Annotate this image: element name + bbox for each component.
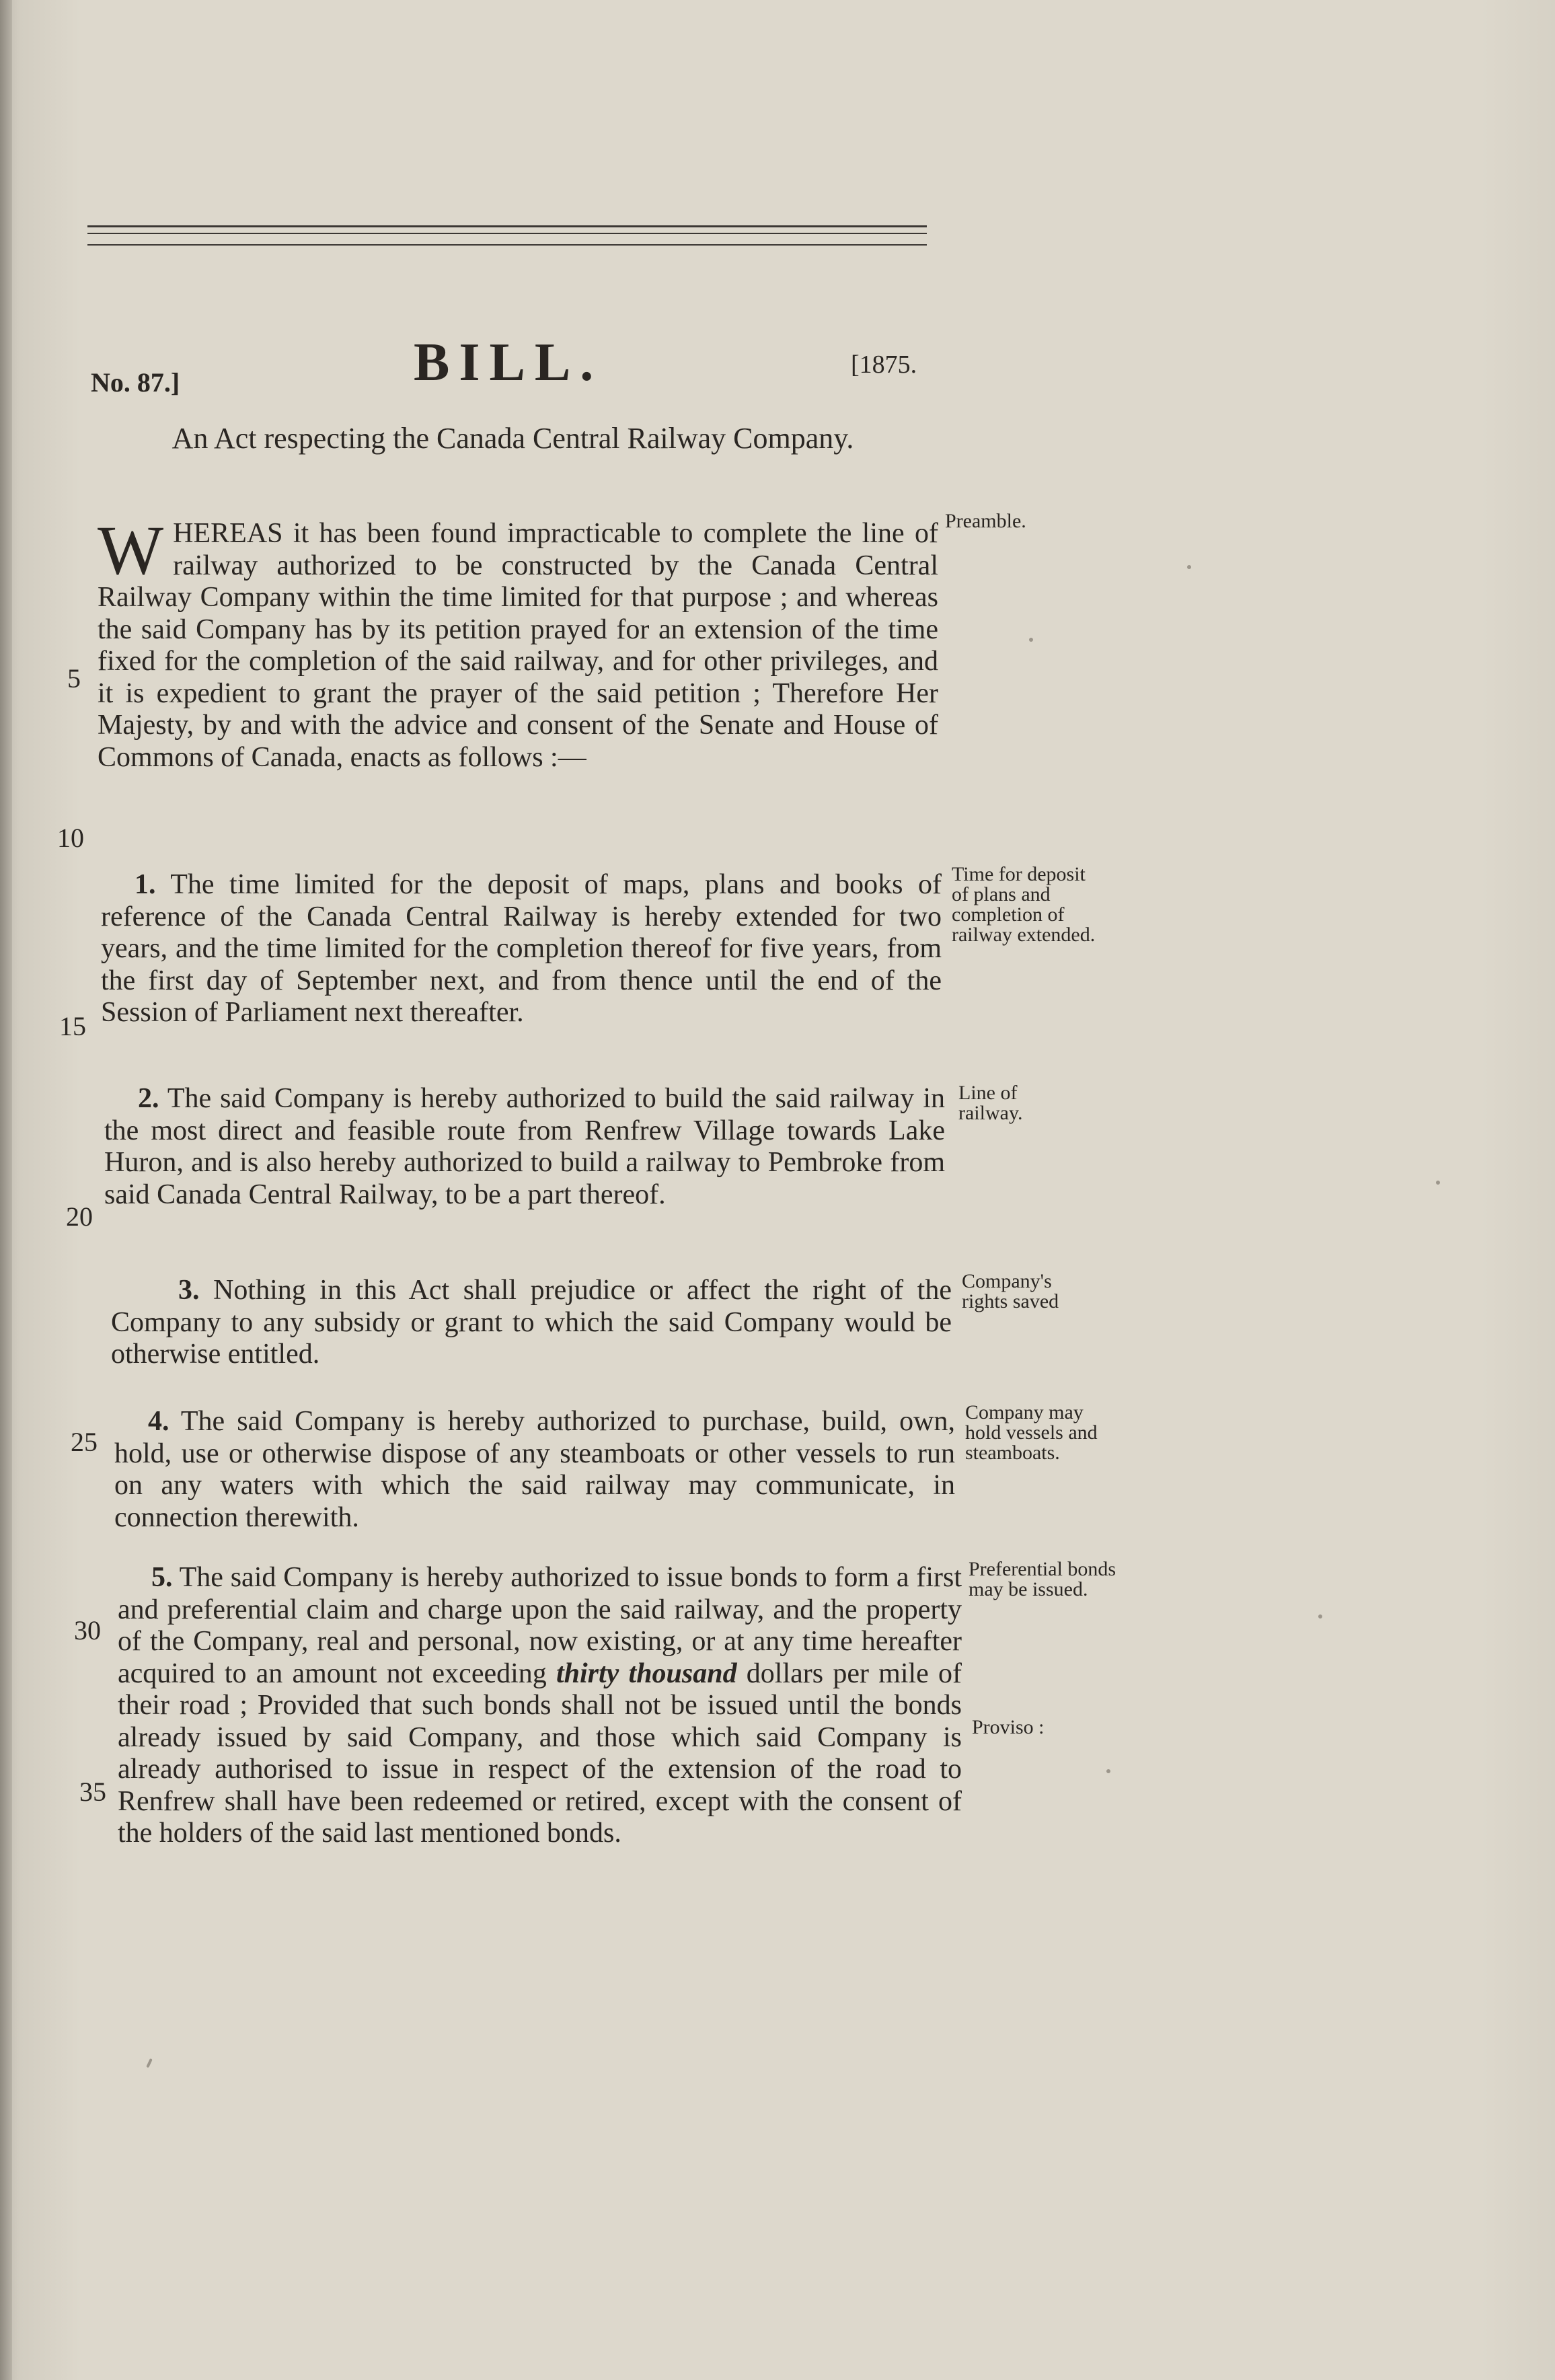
paper-speck <box>1436 1181 1440 1185</box>
line-number: 30 <box>74 1615 101 1645</box>
section-text: The time limited for the deposit of maps, plans and books of reference of the Canada Central Railway is hereby extended for two years, and the time limited for the completion thereof for five years, from the first day of September next, and from thence until the end of the Session of Parliament next thereafter. <box>101 869 942 1028</box>
preamble-paragraph <box>98 512 938 774</box>
paper-speck <box>1106 1769 1110 1773</box>
paper-speck <box>1187 565 1191 569</box>
section-text: The said Company is hereby authorized to issue bonds to form a first and preferential claim and charge upon the said railway, and the property of the Company, real and personal, now existing, or at any time hereafter acquired to an amount not exceeding <box>118 1562 962 1689</box>
line-number: 5 <box>67 663 81 694</box>
section-number: 2. <box>138 1083 159 1114</box>
paper-speck <box>146 2058 153 2068</box>
drop-cap: W <box>98 512 164 589</box>
line-number: 25 <box>71 1427 98 1457</box>
section-2-paragraph <box>104 1083 945 1211</box>
section-number: 3. <box>178 1275 200 1306</box>
margin-note-section-3: Company's rights saved <box>962 1270 1059 1312</box>
preamble-text: HEREAS it has been found impracticable to complete the line of railway authorized to be constructed by the Canada Central Railway Company within the time limited for that purpose ; and whereas the said Company has by its petition prayed for an extension of the time fixed for the completion of the said railway, and for other privileges, and it is expedient to grant the prayer of the said petition ; Therefore Her Majesty, by and with the advice and consent of the Senate and House of Commons of Canada, enacts as follows :— <box>98 518 938 773</box>
bill-year: [1875. <box>851 350 917 379</box>
section-1-paragraph <box>101 869 942 1029</box>
margin-note-section-1: Time for deposit of plans and completion of railway extended. <box>952 863 1096 946</box>
section-number: 5. <box>151 1562 173 1593</box>
line-number: 20 <box>66 1201 93 1232</box>
section-text: dollars per mile of their road ; Provided that such bonds shall not be issued until the bonds already issued by said Company, and those which said Company is already authorised to issue in respect of the extension of the road to Renfrew shall have been redeemed or retired, except with the consent of the holders of the said last mentioned bonds. <box>118 1658 962 1849</box>
line-number: 35 <box>79 1777 106 1807</box>
binding-spine <box>0 0 12 2380</box>
section-3-paragraph <box>111 1275 952 1371</box>
section-5-paragraph <box>118 1562 962 1850</box>
margin-note-section-4: Company may hold vessels and steamboats. <box>965 1401 1098 1464</box>
bill-number: No. 87.] <box>91 367 180 398</box>
margin-note-section-2: Line of railway. <box>958 1082 1023 1124</box>
header-rule <box>87 225 927 227</box>
section-number: 1. <box>135 869 156 900</box>
line-number: 10 <box>57 823 84 853</box>
paper-speck <box>1029 638 1033 642</box>
paper-speck <box>1318 1614 1322 1619</box>
document-type-heading: BILL. <box>414 333 603 392</box>
margin-note-section-5: Preferential bonds may be issued. <box>969 1558 1116 1600</box>
section-text: The said Company is hereby authorized to purchase, build, own, hold, use or otherwise dispose of any steamboats or other vessels to run on any waters with which the said railway may communicate, in connection therewith. <box>114 1406 955 1533</box>
margin-note-preamble: Preamble. <box>945 510 1026 532</box>
section-4-paragraph <box>114 1406 955 1534</box>
header-rule <box>87 244 927 246</box>
line-number: 15 <box>59 1011 86 1041</box>
bill-title: An Act respecting the Canada Central Railway Company. <box>172 422 854 455</box>
section-text: The said Company is hereby authorized to build the said railway in the most direct and feasible route from Renfrew Village towards Lake Huron, and is also hereby authorized to build a railway to Pembroke from said Canada Central Railway, to be a part thereof. <box>104 1083 945 1210</box>
header-rule <box>87 233 927 234</box>
margin-note-proviso: Proviso : <box>972 1716 1045 1738</box>
section-number: 4. <box>148 1406 169 1437</box>
section-text: Nothing in this Act shall prejudice or affect the right of the Company to any subsidy or grant to which the said Company would be otherwise entitled. <box>111 1275 952 1370</box>
section-text-italic: thirty thousand <box>556 1658 737 1689</box>
